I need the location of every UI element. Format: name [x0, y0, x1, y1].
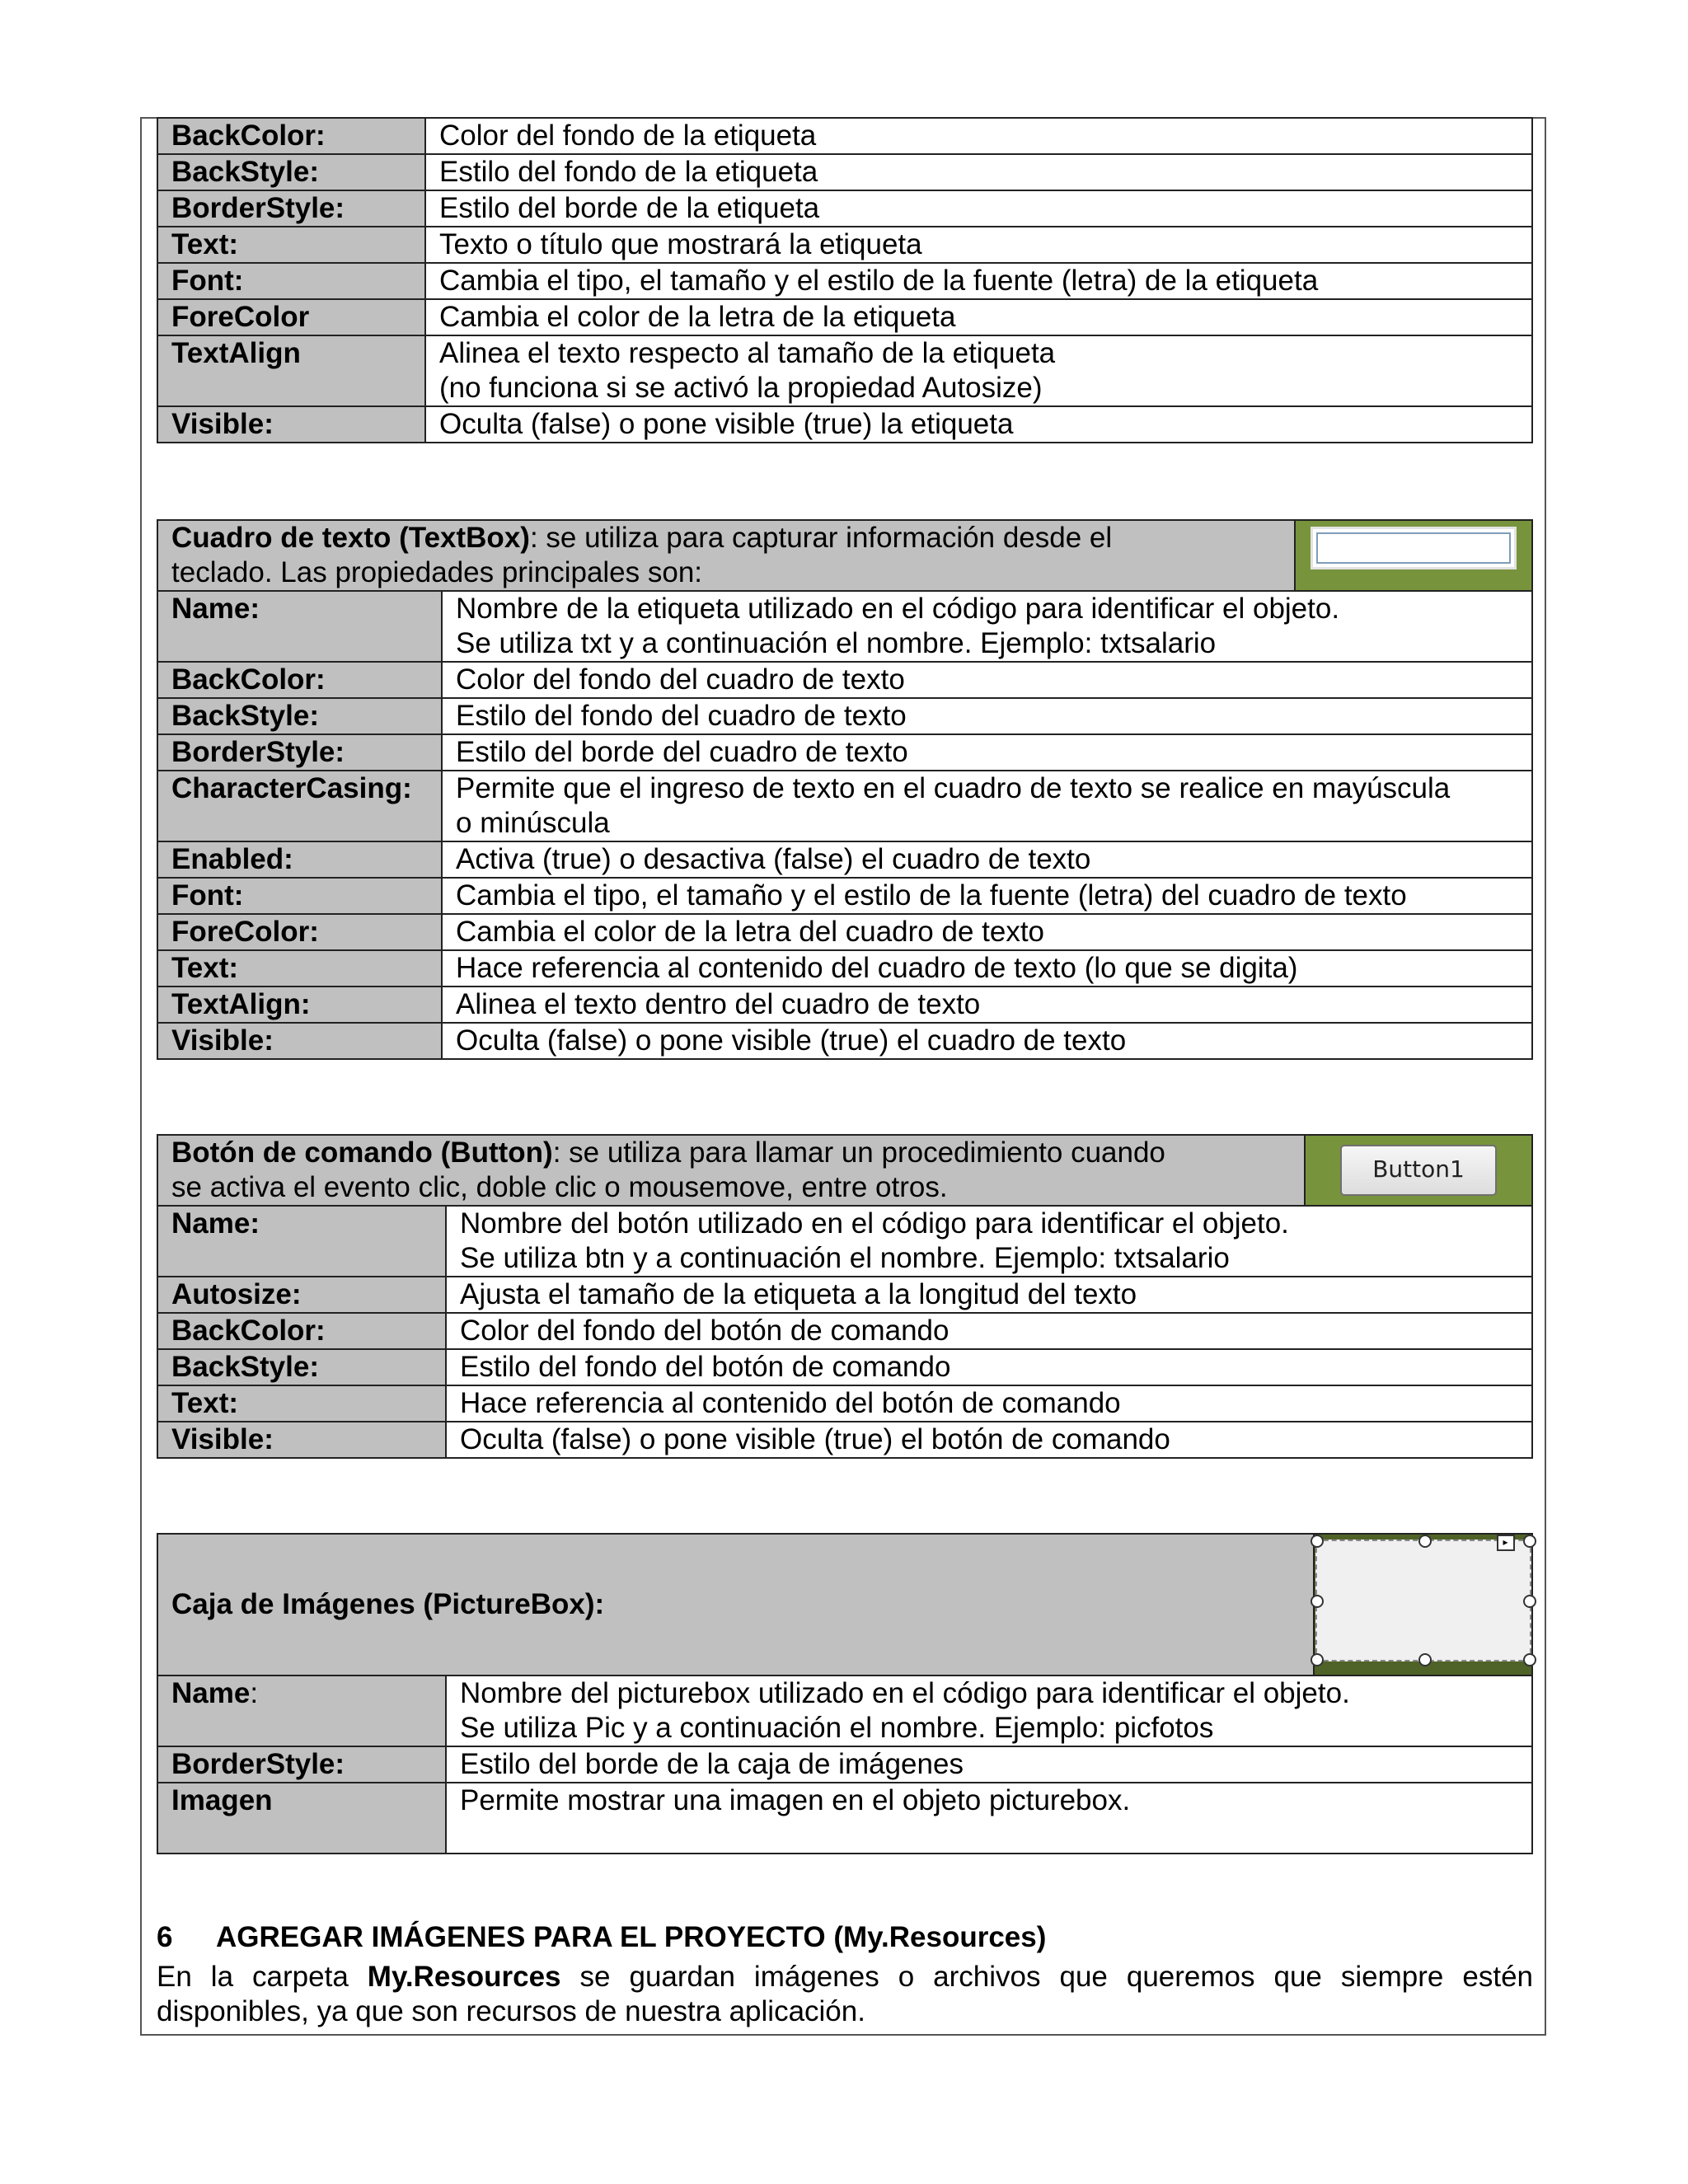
property-name: BorderStyle: [157, 190, 425, 227]
property-name [157, 1675, 446, 1746]
property-name: BackStyle: [157, 1349, 446, 1385]
property-description: Texto o título que mostrará la etiqueta [425, 227, 1532, 263]
table-row [157, 1385, 1532, 1422]
property-name: Font: [157, 263, 425, 299]
property-description [442, 591, 1532, 662]
property-description [446, 1206, 1532, 1277]
property-description: Estilo del borde de la caja de imágenes [446, 1746, 1532, 1783]
property-description: Hace referencia al contenido del cuadro de texto (lo que se digita) [442, 950, 1532, 987]
property-name: BackStyle: [157, 698, 442, 734]
section-intro: : se utiliza para capturar información desde el [529, 522, 1113, 554]
property-name: BackColor: [157, 118, 425, 154]
table-row [157, 1313, 1532, 1349]
property-description: Alinea el texto dentro del cuadro de texto [442, 987, 1532, 1023]
table-row [157, 662, 1532, 698]
button-properties-table [157, 1134, 1533, 1459]
property-name: Name: [157, 591, 442, 662]
property-description [446, 1675, 1532, 1746]
table-row [157, 591, 1532, 662]
table-row [157, 771, 1532, 841]
property-description: Color del fondo del cuadro de texto [442, 662, 1532, 698]
property-name: Autosize: [157, 1277, 446, 1313]
table-row [157, 1675, 1532, 1746]
resize-handle-icon [1523, 1535, 1536, 1548]
property-name: Name: [157, 1206, 446, 1277]
table-row [157, 878, 1532, 914]
property-description: Permite mostrar una imagen en el objeto picturebox. [446, 1783, 1532, 1854]
resize-handle-icon [1311, 1653, 1324, 1666]
paragraph-bold-text: My.Resources [367, 1961, 561, 1993]
picturebox-sample [1315, 1536, 1531, 1661]
resize-handle-icon [1311, 1535, 1324, 1548]
property-name: BorderStyle: [157, 734, 442, 771]
table-row [157, 1023, 1532, 1059]
description-line: (no funciona si se activó la propiedad Autosize) [439, 372, 1043, 404]
property-name-text: Name [171, 1677, 251, 1709]
table-row [157, 1349, 1532, 1385]
textbox-preview [1295, 520, 1532, 591]
property-name: BackColor: [157, 1313, 446, 1349]
textbox-header [157, 520, 1295, 591]
property-description: Hace referencia al contenido del botón de comando [446, 1385, 1532, 1422]
table-header-row [157, 520, 1532, 591]
table-row [157, 227, 1532, 263]
button-header [157, 1135, 1305, 1206]
property-name: Text: [157, 227, 425, 263]
property-name: ForeColor: [157, 914, 442, 950]
description-line: o minúscula [456, 807, 610, 839]
property-name: CharacterCasing: [157, 771, 442, 841]
property-description: Ajusta el tamaño de la etiqueta a la longitud del texto [446, 1277, 1532, 1313]
table-row [157, 190, 1532, 227]
table-row [157, 118, 1532, 154]
section-6 [157, 1920, 1533, 2029]
picturebox-preview [1314, 1534, 1532, 1675]
textbox-sample [1311, 527, 1517, 569]
table-row [157, 1277, 1532, 1313]
property-description: Estilo del borde de la etiqueta [425, 190, 1532, 227]
property-name: Imagen [157, 1783, 446, 1854]
property-description: Estilo del fondo del cuadro de texto [442, 698, 1532, 734]
property-description: Cambia el tipo, el tamaño y el estilo de la fuente (letra) de la etiqueta [425, 263, 1532, 299]
property-name: TextAlign [157, 335, 425, 406]
property-description: Cambia el color de la letra del cuadro de texto [442, 914, 1532, 950]
description-line: Permite que el ingreso de texto en el cuadro de texto se realice en mayúscula [456, 772, 1451, 804]
section-intro: se activa el evento clic, doble clic o mousemove, entre otros. [171, 1171, 948, 1203]
textbox-properties-table [157, 519, 1533, 1060]
table-row [157, 734, 1532, 771]
picturebox-header [157, 1534, 1314, 1675]
property-name: Text: [157, 950, 442, 987]
section-paragraph [157, 1960, 1533, 2029]
picturebox-properties-table [157, 1533, 1533, 1854]
property-description: Estilo del fondo del botón de comando [446, 1349, 1532, 1385]
resize-handle-icon [1418, 1653, 1432, 1666]
smart-tag-arrow-icon: ▸ [1497, 1535, 1515, 1551]
description-line: Se utiliza btn y a continuación el nombre. Ejemplo: txtsalario [460, 1242, 1230, 1274]
section-title: Cuadro de texto (TextBox) [171, 522, 530, 554]
resize-handle-icon [1418, 1535, 1432, 1548]
table-row [157, 1422, 1532, 1458]
property-name: BackColor: [157, 662, 442, 698]
button-preview [1305, 1135, 1532, 1206]
property-description [442, 771, 1532, 841]
property-name: BorderStyle: [157, 1746, 446, 1783]
property-description: Estilo del fondo de la etiqueta [425, 154, 1532, 190]
property-name: Visible: [157, 406, 425, 443]
property-description: Color del fondo del botón de comando [446, 1313, 1532, 1349]
property-name: Font: [157, 878, 442, 914]
property-name: BackStyle: [157, 154, 425, 190]
label-properties-table [157, 117, 1533, 443]
property-name-suffix: : [250, 1677, 259, 1709]
table-row [157, 335, 1532, 406]
description-line: Nombre de la etiqueta utilizado en el código para identificar el objeto. [456, 593, 1340, 625]
table-row [157, 1783, 1532, 1854]
section-title: Caja de Imágenes (PictureBox): [171, 1588, 605, 1620]
table-row [157, 950, 1532, 987]
section-number: 6 [157, 1921, 173, 1953]
resize-handle-icon [1523, 1653, 1536, 1666]
table-row [157, 987, 1532, 1023]
table-row [157, 841, 1532, 878]
table-row [157, 263, 1532, 299]
description-line: Se utiliza Pic y a continuación el nombre. Ejemplo: picfotos [460, 1712, 1214, 1744]
property-name: Visible: [157, 1422, 446, 1458]
table-row [157, 406, 1532, 443]
section-heading [157, 1920, 1533, 1955]
property-name: TextAlign: [157, 987, 442, 1023]
table-header-row [157, 1135, 1532, 1206]
property-description: Oculta (false) o pone visible (true) la etiqueta [425, 406, 1532, 443]
property-name: ForeColor [157, 299, 425, 335]
paragraph-text: En la carpeta [157, 1961, 368, 1993]
button-sample: Button1 [1340, 1145, 1497, 1196]
table-row [157, 1746, 1532, 1783]
description-line: Se utiliza txt y a continuación el nombre. Ejemplo: txtsalario [456, 627, 1217, 659]
property-description: Cambia el color de la letra de la etiqueta [425, 299, 1532, 335]
property-name: Text: [157, 1385, 446, 1422]
property-description: Color del fondo de la etiqueta [425, 118, 1532, 154]
table-row [157, 299, 1532, 335]
property-description: Oculta (false) o pone visible (true) el cuadro de texto [442, 1023, 1532, 1059]
property-description [425, 335, 1532, 406]
property-name: Visible: [157, 1023, 442, 1059]
section-intro: teclado. Las propiedades principales son: [171, 556, 703, 588]
description-line: Nombre del picturebox utilizado en el código para identificar el objeto. [460, 1677, 1350, 1709]
table-row [157, 154, 1532, 190]
resize-handle-icon [1311, 1595, 1324, 1608]
description-line: Nombre del botón utilizado en el código para identificar el objeto. [460, 1207, 1289, 1240]
resize-handle-icon [1523, 1595, 1536, 1608]
property-description: Cambia el tipo, el tamaño y el estilo de la fuente (letra) del cuadro de texto [442, 878, 1532, 914]
section-heading-text: AGREGAR IMÁGENES PARA EL PROYECTO (My.Resources) [216, 1921, 1047, 1953]
property-name: Enabled: [157, 841, 442, 878]
description-line: Alinea el texto respecto al tamaño de la etiqueta [439, 337, 1056, 369]
property-description: Oculta (false) o pone visible (true) el botón de comando [446, 1422, 1532, 1458]
property-description: Estilo del borde del cuadro de texto [442, 734, 1532, 771]
property-description: Activa (true) o desactiva (false) el cuadro de texto [442, 841, 1532, 878]
table-header-row [157, 1534, 1532, 1675]
paragraph-text: se guardan imágenes o archivos que queremos que siempre estén disponibles, ya que son recursos de nuestra aplicación. [157, 1961, 1533, 2027]
section-intro: : se utiliza para llamar un procedimiento cuando [552, 1137, 1165, 1169]
table-row [157, 1206, 1532, 1277]
section-title: Botón de comando (Button) [171, 1137, 553, 1169]
table-row [157, 698, 1532, 734]
table-row [157, 914, 1532, 950]
